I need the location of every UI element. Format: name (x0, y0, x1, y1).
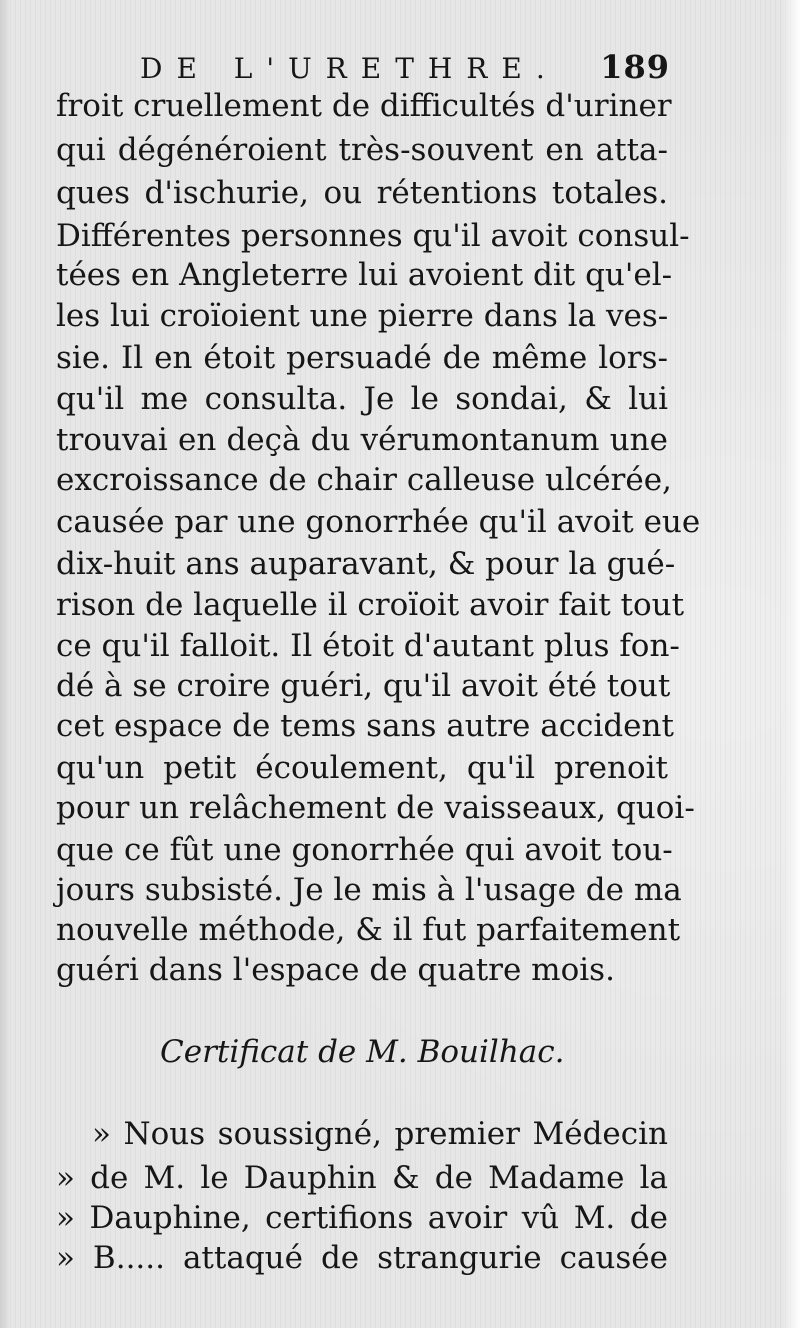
body-line: tées en Angleterre lui avoient dit qu'el- (56, 257, 673, 293)
body-line: excroissance de chair calleuse ulcérée, (56, 462, 672, 498)
body-line: cet espace de tems sans autre accident (56, 708, 674, 744)
certificate-line: » Nous soussigné, premier Médecin (92, 1116, 668, 1152)
page-gutter-shadow (0, 0, 10, 1328)
body-line: qu'un petit écoulement, qu'il prenoit (56, 750, 668, 786)
body-line: rison de laquelle il croïoit avoir fait tout (56, 587, 685, 623)
body-line: pour un relâchement de vaisseaux, quoi- (56, 790, 695, 826)
body-line: qu'il me consulta. Je le sondai, & lui (56, 381, 668, 417)
running-head-title: DE L'URETHRE. (140, 52, 559, 85)
section-heading: Certificat de M. Bouilhac. (160, 1034, 565, 1070)
body-line: ques d'ischurie, ou rétentions totales. (56, 175, 668, 211)
body-line: ce qu'il falloit. Il étoit d'autant plus fon- (56, 628, 680, 664)
body-line: les lui croïoient une pierre dans la ves- (56, 298, 669, 334)
body-line: Différentes personnes qu'il avoit consul- (56, 218, 690, 254)
running-head (140, 48, 670, 88)
certificate-line: » de M. le Dauphin & de Madame la (56, 1160, 668, 1196)
body-line: guéri dans l'espace de quatre mois. (56, 952, 615, 988)
certificate-line: » B..... attaqué de strangurie causée (56, 1240, 668, 1276)
body-line: qui dégénéroient très-souvent en atta- (56, 132, 668, 168)
body-line: trouvai en deçà du vérumontanum une (56, 422, 668, 458)
body-line: froit cruellement de difficultés d'uriner (56, 88, 672, 124)
body-line: sie. Il en étoit persuadé de même lors- (56, 340, 668, 376)
body-line: dix-huit ans auparavant, & pour la gué- (56, 546, 676, 582)
page-number: 189 (600, 48, 670, 86)
body-line: dé à se croire guéri, qu'il avoit été tout (56, 668, 671, 704)
body-line: jours subsisté. Je le mis à l'usage de ma (56, 872, 682, 908)
body-line: nouvelle méthode, & il fut parfaitement (56, 912, 681, 948)
body-line: causée par une gonorrhée qu'il avoit eue (56, 504, 701, 540)
body-line: que ce fût une gonorrhée qui avoit tou- (56, 832, 673, 868)
certificate-line: » Dauphine, certifions avoir vû M. de (56, 1200, 668, 1236)
page-edge (782, 0, 800, 1328)
